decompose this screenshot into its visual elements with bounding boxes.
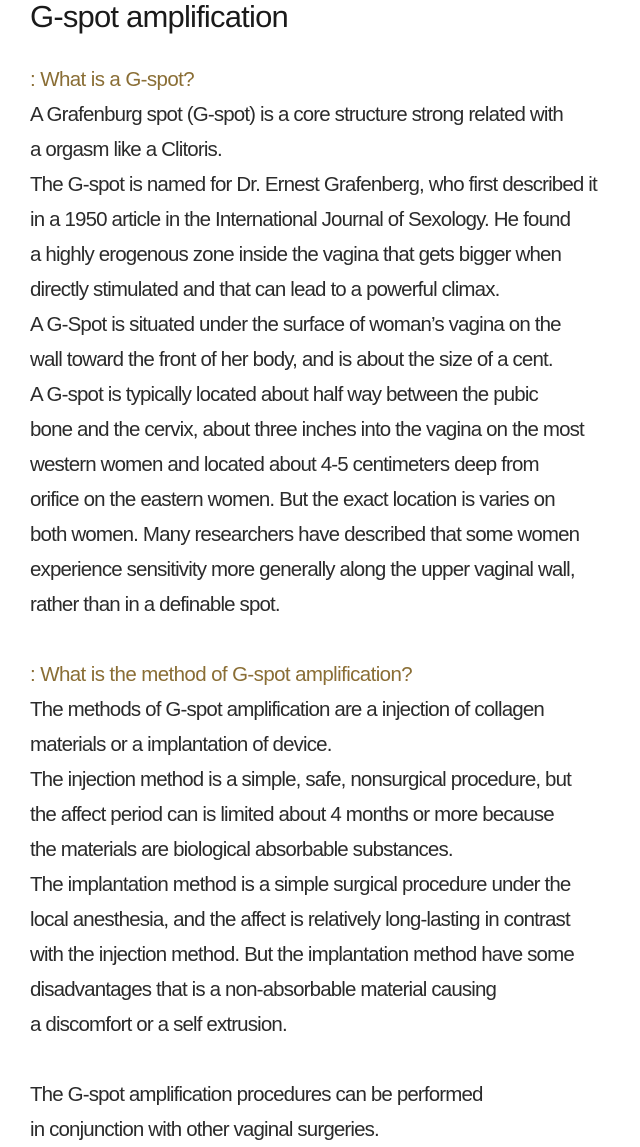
paragraph: A Grafenburg spot (G-spot) is a core structure strong related with a orgasm like a Clitoris.: [30, 103, 563, 161]
section-spacer: [30, 622, 620, 657]
paragraph: The injection method is a simple, safe, nonsurgical procedure, but the affect period can is limited about 4 months or more because the materials are biological absorbable substances.: [30, 768, 572, 861]
paragraph: The implantation method is a simple surgical procedure under the local anesthesia, and the affect is relatively long-lasting in contrast with the injection method. But the implantation method have some disadvantages that is a non-absorbable material causing a discomfort or a self extrusion.: [30, 873, 574, 1036]
section-spacer: [30, 1042, 620, 1077]
paragraph: A G-spot is typically located about half way between the pubic bone and the cervix, about three inches into the vagina on the most western women and located about 4-5 centimeters deep from orifice on the eastern women. But the exact location is varies on both women. Many researchers have described that some women experience sensitivity more generally along the upper vaginal wall, rather than in a definable spot.: [30, 383, 584, 616]
page-title: G-spot amplification: [30, 0, 288, 34]
closing-paragraph: The G-spot amplification procedures can be performed in conjunction with other vaginal surgeries.: [30, 1083, 483, 1141]
section-method: [30, 657, 620, 1042]
section-heading: : What is a G-spot?: [30, 68, 195, 91]
section-heading: : What is the method of G-spot amplification?: [30, 663, 413, 686]
article: [30, 0, 620, 1147]
section-what-is-gspot: [30, 62, 620, 622]
paragraph: The methods of G-spot amplification are a injection of collagen materials or a implantation of device.: [30, 698, 544, 756]
paragraph: The G-spot is named for Dr. Ernest Grafenberg, who first described it in a 1950 article in the International Journal of Sexology. He found a highly erogenous zone inside the vagina that gets bigger when directly stimulated and that can lead to a powerful climax.: [30, 173, 597, 301]
paragraph: A G-Spot is situated under the surface of woman’s vagina on the wall toward the front of her body, and is about the size of a cent.: [30, 313, 561, 371]
